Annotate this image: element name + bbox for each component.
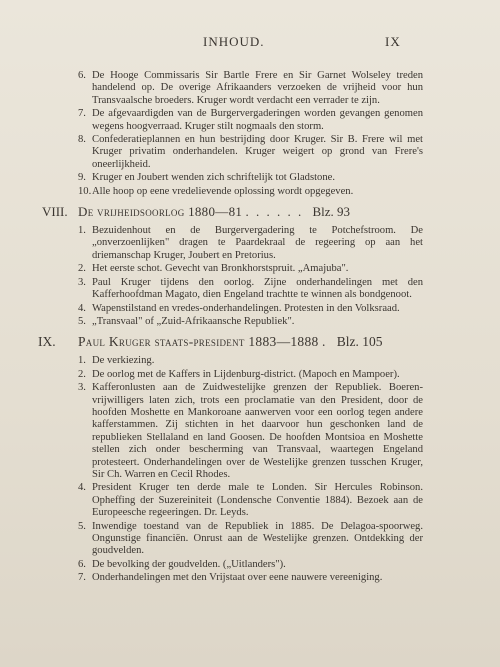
table-of-contents bbox=[38, 70, 423, 586]
page-number: IX bbox=[385, 34, 401, 49]
toc-item bbox=[78, 277, 423, 302]
chapter-number: VIII. bbox=[42, 204, 68, 220]
item-text: De Hooge Commissaris Sir Bartle Frere en Sir Garnet Wolseley treden handelend op. De overige Afrikaanders verzoeken de vrijheid voor hun Transvaalsche broeders. Kruger wordt verdacht een verrader te zijn. bbox=[92, 70, 423, 106]
item-text: De bevolking der goudvelden. („Uitlanders"). bbox=[92, 558, 286, 570]
chapter-heading bbox=[38, 334, 423, 349]
item-text: „Transvaal" of „Zuid-Afrikaansche Republiek". bbox=[92, 315, 295, 327]
item-number: 3. bbox=[78, 382, 86, 394]
item-number: 1. bbox=[78, 225, 86, 237]
item-text: Onderhandelingen met den Vrijstaat over eene nauwere vereeniging. bbox=[92, 572, 383, 584]
toc-item bbox=[78, 70, 423, 107]
item-text: President Kruger ten derde male te Londen. Sir Hercules Robinson. Opheffing der Suzereiniteit (Londensche Conventie 1884). Bezoek aan de Europeesche regeeringen. Dr. Leyds. bbox=[92, 482, 423, 519]
toc-item bbox=[78, 172, 423, 184]
leader-dots: . . . . . . bbox=[245, 204, 304, 220]
item-number: 10. bbox=[78, 185, 92, 197]
item-number: 4. bbox=[78, 302, 86, 314]
toc-item bbox=[78, 225, 423, 262]
toc-item bbox=[78, 482, 423, 519]
item-text: Wapenstilstand en vredes-onderhandelingen. Protesten in den Volksraad. bbox=[92, 302, 400, 314]
page-header bbox=[0, 34, 500, 54]
item-text: Kafferonlusten aan de Zuidwestelijke grenzen der Republiek. Boeren-vrijwilligers laten zich, trots een proclamatie van den President, door de hoofden Moshette en Mankoroane aanwerven voor een oorlog tegen andere kafferstammen. Zij stichten in het daarvoor hun geschonken land de republieken Stellaland en land Goosen. De hoofden Montsioa en Moshette stellen zich onder bescherming van Transvaal, waartegen Engeland protesteert. Onderhandelingen over de Westelijke grenzen tusschen Kruger, Sir Ch. Warren en Cecil Rhodes. bbox=[92, 382, 423, 480]
item-text: Het eerste schot. Gevecht van Bronkhorstspruit. „Amajuba". bbox=[92, 263, 349, 275]
item-text: Confederatieplannen en hun bestrijding door Kruger. Sir B. Frere wil met Kruger privatim onderhandelen. Kruger weigert op grond van Frere's oneerlijkheid. bbox=[92, 134, 423, 170]
chapter-title: Paul Kruger staats-president 1883—1888 bbox=[78, 334, 319, 350]
chapter-title: De vrijheidsoorlog 1880—81 bbox=[78, 204, 243, 220]
toc-item bbox=[78, 572, 423, 584]
item-text: De verkiezing. bbox=[92, 355, 155, 367]
item-number: 6. bbox=[78, 558, 86, 570]
item-text: Bezuidenhout en de Burgervergadering te Potchefstroom. De „onverzoenlijken" dragen te Paardekraal de regeering op aan het driemanschap Kruger, Joubert en Pretorius. bbox=[92, 225, 423, 261]
toc-item bbox=[78, 382, 423, 481]
item-text: Alle hoop op eene vredelievende oplossing wordt opgegeven. bbox=[92, 185, 354, 197]
toc-item bbox=[78, 108, 423, 133]
toc-item bbox=[78, 369, 423, 381]
item-number: 7. bbox=[78, 108, 86, 120]
item-text: De oorlog met de Kaffers in Lijdenburg-district. (Mapoch en Mampoer). bbox=[92, 368, 400, 380]
toc-item bbox=[78, 559, 423, 571]
toc-item bbox=[78, 303, 423, 315]
item-number: 2. bbox=[78, 263, 86, 275]
toc-item bbox=[78, 186, 423, 198]
chapter-page: Blz. 93 bbox=[312, 204, 350, 220]
chapter-heading bbox=[42, 204, 427, 219]
leader-dots: . bbox=[321, 334, 328, 350]
toc-item bbox=[78, 263, 423, 275]
toc-item bbox=[78, 521, 423, 558]
item-text: De afgevaardigden van de Burgervergaderingen worden gevangen genomen wegens hoogverraad. Kruger stilt nogmaals den storm. bbox=[92, 108, 423, 132]
item-number: 9. bbox=[78, 172, 86, 184]
item-number: 3. bbox=[78, 276, 86, 288]
item-number: 5. bbox=[78, 315, 86, 327]
item-number: 7. bbox=[78, 572, 86, 584]
chapter-number: IX. bbox=[38, 334, 56, 350]
item-text: Paul Kruger tijdens den oorlog. Zijne onderhandelingen met den Kafferhoofdman Magato, dien Engeland trachtte te winnen als bondgenoot. bbox=[92, 276, 423, 301]
item-number: 2. bbox=[78, 368, 86, 380]
toc-item bbox=[78, 355, 423, 367]
chapter-page: Blz. 105 bbox=[336, 334, 383, 350]
item-text: Kruger en Joubert wenden zich schriftelijk tot Gladstone. bbox=[92, 172, 335, 184]
item-number: 4. bbox=[78, 482, 86, 494]
running-title: INHOUD. bbox=[203, 34, 265, 49]
item-number: 5. bbox=[78, 520, 86, 532]
item-number: 6. bbox=[78, 70, 86, 81]
item-number: 8. bbox=[78, 134, 86, 146]
toc-item bbox=[78, 316, 423, 328]
item-text: Inwendige toestand van de Republiek in 1885. De Delagoa-spoorweg. Ongunstige financiën. Onrust aan de Westelijke grenzen. Ontdekking der goudvelden. bbox=[92, 520, 423, 557]
item-number: 1. bbox=[78, 355, 86, 367]
toc-item bbox=[78, 134, 423, 171]
